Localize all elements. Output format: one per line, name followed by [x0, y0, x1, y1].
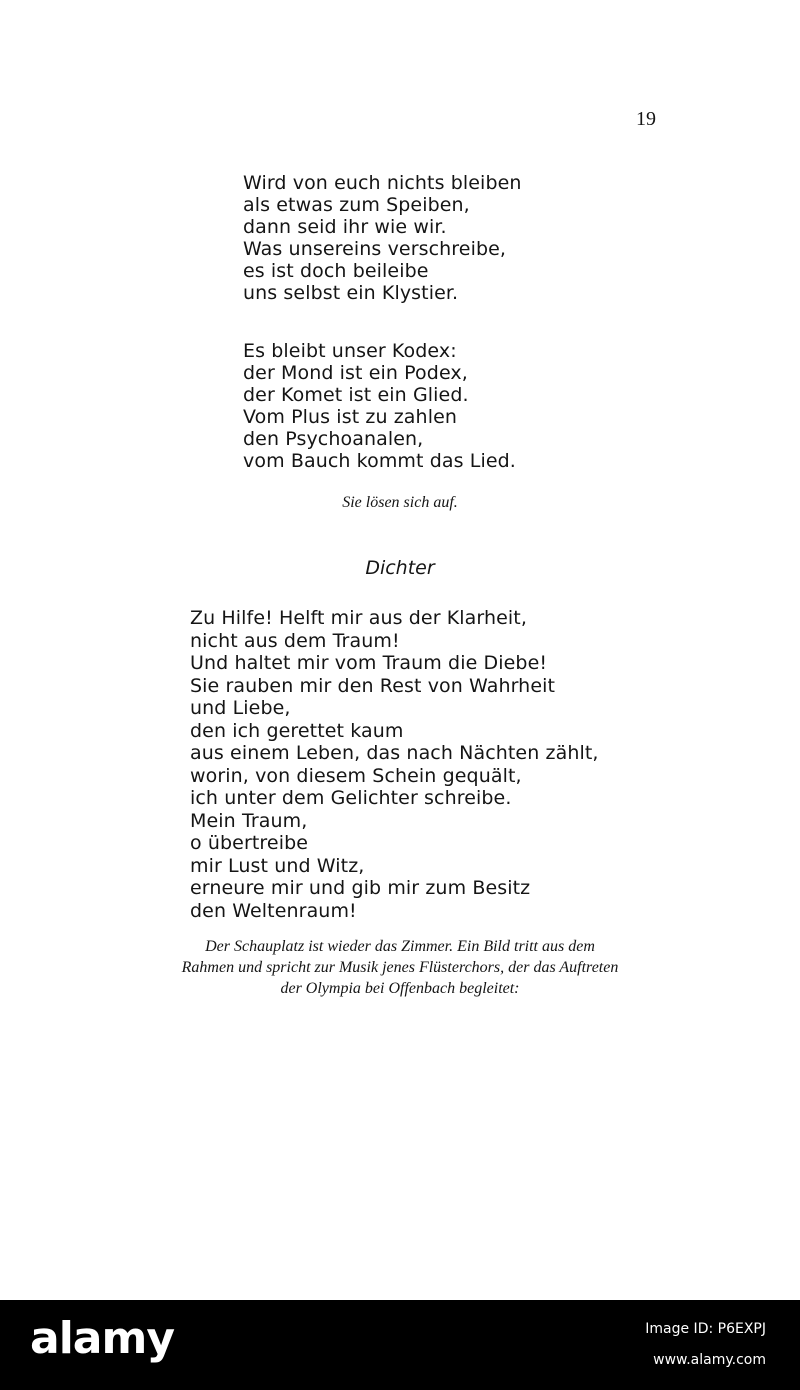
- stage-direction: Sie lösen sich auf.: [342, 494, 458, 511]
- verse-line: und Liebe,: [190, 697, 291, 719]
- logo-text: alamy: [30, 1313, 174, 1364]
- verse-line: Mein Traum,: [190, 809, 308, 832]
- verse-line: als etwas zum Speiben,: [243, 194, 470, 216]
- verse-line: aus einem Leben, das nach Nächten zählt,: [190, 742, 599, 764]
- site-url[interactable]: www.alamy.com: [653, 1352, 766, 1368]
- image-id: Image ID: P6EXPJ: [645, 1321, 766, 1337]
- verse-line: der Mond ist ein Podex,: [243, 362, 468, 384]
- verse-line: Vom Plus ist zu zahlen: [243, 406, 458, 428]
- stage-direction-line: der Olympia bei Offenbach begleitet:: [280, 980, 520, 997]
- stanza-3: [190, 607, 599, 922]
- page-number: 19: [636, 108, 656, 130]
- stanza-1: [243, 172, 522, 304]
- verse-line: o übertreibe: [190, 832, 309, 854]
- verse-line: uns selbst ein Klystier.: [243, 282, 459, 304]
- stage-direction-scene: [110, 936, 690, 999]
- verse-line: den Weltenraum!: [190, 899, 357, 922]
- verse-line: nicht aus dem Traum!: [190, 629, 400, 652]
- verse-line: der Komet ist ein Glied.: [243, 384, 469, 406]
- verse-line: mir Lust und Witz,: [190, 854, 365, 877]
- alamy-logo[interactable]: [30, 1313, 174, 1364]
- verse-line: vom Bauch kommt das Lied.: [243, 450, 516, 472]
- verse-line: den Psychoanalen,: [243, 428, 424, 450]
- stage-direction-line: Rahmen und spricht zur Musik jenes Flüsterchors, der das Auftreten: [181, 959, 619, 976]
- verse-line: worin, von diesem Schein gequält,: [190, 764, 522, 787]
- verse-line: Und haltet mir vom Traum die Diebe!: [190, 652, 548, 674]
- verse-line: erneure mir und gib mir zum Besitz: [190, 877, 531, 899]
- speaker-heading: Dichter: [365, 557, 435, 579]
- stage-direction-line: Der Schauplatz ist wieder das Zimmer. Ein Bild tritt aus dem: [205, 938, 595, 955]
- verse-line: dann seid ihr wie wir.: [243, 216, 447, 238]
- verse-line: Was unsereins verschreibe,: [243, 238, 507, 260]
- verse-line: den ich gerettet kaum: [190, 719, 404, 742]
- verse-line: Es bleibt unser Kodex:: [243, 340, 457, 362]
- verse-line: es ist doch beileibe: [243, 260, 429, 282]
- verse-line: Sie rauben mir den Rest von Wahrheit: [190, 674, 556, 697]
- verse-line: Zu Hilfe! Helft mir aus der Klarheit,: [190, 607, 527, 629]
- stanza-2: [243, 340, 516, 472]
- verse-line: Wird von euch nichts bleiben: [243, 172, 522, 194]
- verse-line: ich unter dem Gelichter schreibe.: [190, 787, 512, 809]
